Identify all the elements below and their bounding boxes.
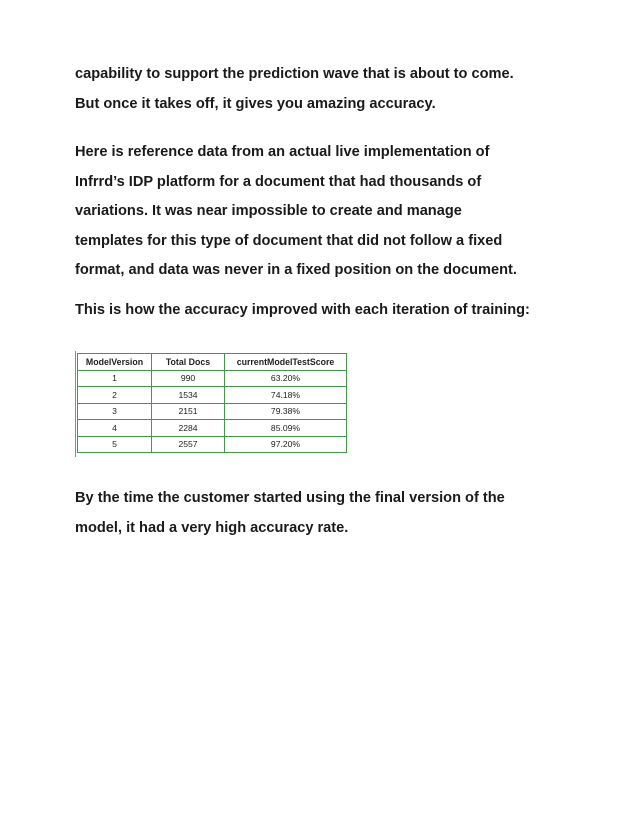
paragraph-accuracy-intro [75,60,595,119]
table-row [78,403,347,420]
text-line: variations. It was near impossible to create and manage [75,203,462,219]
paragraph-reference-data [75,138,595,286]
cell-total-docs: 2151 [152,403,225,420]
text-line: Here is reference data from an actual live implementation of [75,144,490,160]
cell-model-version: 1 [78,370,152,387]
text-line: But once it takes off, it gives you amazing accuracy. [75,95,436,112]
cell-test-score: 63.20% [225,370,347,387]
column-header-test-score: currentModelTestScore [225,354,347,371]
cell-total-docs: 1534 [152,387,225,404]
column-header-model-version: ModelVersion [78,354,152,371]
table-header-row [78,354,347,371]
table-left-rule [75,351,76,457]
cell-test-score: 85.09% [225,420,347,437]
cell-model-version: 2 [78,387,152,404]
text-line: model, it had a very high accuracy rate. [75,519,349,536]
text-line: format, and data was never in a fixed position on the document. [75,262,517,278]
table-row [78,370,347,387]
table-row [78,436,347,453]
column-header-total-docs: Total Docs [152,354,225,371]
table-row [78,387,347,404]
text-line: templates for this type of document that did not follow a fixed [75,232,503,249]
accuracy-table [77,353,347,453]
text-line: This is how the accuracy improved with each iteration of training: [75,302,530,318]
table-row [78,420,347,437]
accuracy-table-image [75,351,349,457]
cell-test-score: 79.38% [225,403,347,420]
text-line: Infrrd’s IDP platform for a document that had thousands of [75,173,482,190]
cell-total-docs: 2284 [152,420,225,437]
cell-total-docs: 2557 [152,436,225,453]
cell-test-score: 97.20% [225,436,347,453]
text-line: capability to support the prediction wave that is about to come. [75,66,514,82]
paragraph-conclusion [75,484,595,543]
text-line: By the time the customer started using the final version of the [75,490,505,506]
cell-model-version: 5 [78,436,152,453]
cell-model-version: 4 [78,420,152,437]
cell-test-score: 74.18% [225,387,347,404]
cell-model-version: 3 [78,403,152,420]
paragraph-table-intro [75,296,595,326]
cell-total-docs: 990 [152,370,225,387]
